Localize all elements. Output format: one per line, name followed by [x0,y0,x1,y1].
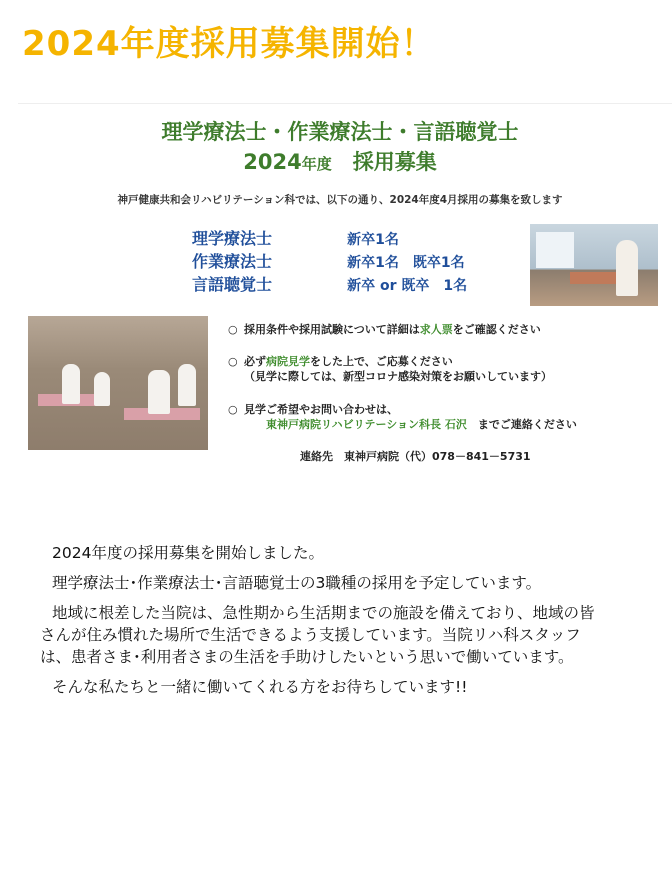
position-name: 理学療法士 [192,229,273,248]
note-text: をご確認ください [452,323,541,336]
article-paragraph: 2024年度の採用募集を開始しました。 [52,544,324,562]
position-row [192,272,467,294]
contact-phone: 連絡先 東神戸病院（代）078－841－5731 [300,450,531,463]
recruitment-poster [20,108,660,478]
bullet-circle: ○ [228,323,238,336]
note-contact [228,402,577,432]
bullet-circle: ○ [228,403,238,416]
therapy-session-photo [28,316,208,450]
poster-subtitle-main: 採用募集 [352,150,437,174]
note-visit [228,354,552,384]
article-paragraph: そんな私たちと一緒に働いてくれる方をお待ちしています!! [52,678,468,696]
poster-subtitle-year: 2024 [243,150,302,174]
note-visit-subnote: （見学に際しては、新型コロナ感染対策をお願いしています） [244,370,552,383]
position-count: 新卒 or 既卒 1名 [347,278,468,294]
article-paragraph: 理学療法士･作業療法士･言語聴覚士の3職種の採用を予定しています。 [52,574,542,592]
poster-subtitle-year-suffix: 年度 [301,155,332,173]
hospital-visit-highlight: 病院見学 [266,355,310,368]
article-body [40,542,600,706]
contact-person-highlight: 東神戸病院リハビリテーション科長 石沢 [266,418,467,431]
note-text: 必ず [244,355,266,368]
note-text: をした上で、ご応募ください [310,355,453,368]
job-listing-highlight: 求人票 [419,323,453,336]
note-requirements [228,322,541,337]
poster-title: 理学療法士・作業療法士・言語聴覚士 [161,120,519,144]
note-text: 採用条件や採用試験について詳細は [244,323,420,336]
position-name: 作業療法士 [192,252,273,271]
position-name: 言語聴覚士 [192,275,273,294]
bullet-circle: ○ [228,355,238,368]
position-row [192,226,399,248]
divider [18,103,672,104]
poster-subtitle [20,146,660,176]
rehab-room-photo [530,224,658,306]
poster-intro: 神戸健康共和会リハビリテーション科では、以下の通り、2024年度4月採用の募集を致します [117,194,563,206]
position-count: 新卒1名 既卒1名 [347,255,465,271]
position-count: 新卒1名 [347,232,399,248]
note-text: までご連絡ください [466,418,577,431]
article-paragraph: 地域に根差した当院は、急性期から生活期までの施設を備えており、地域の皆さんが住み慣れた場所で生活できるよう支援しています。当院リハ科スタッフは、患者さま･利用者さまの生活を手助けしたいという思いで働いています。 [40,604,595,666]
note-text: 見学ご希望やお問い合わせは、 [244,403,398,416]
position-row [192,249,465,271]
page-heading: 2024年度採用募集開始！ [22,24,436,64]
